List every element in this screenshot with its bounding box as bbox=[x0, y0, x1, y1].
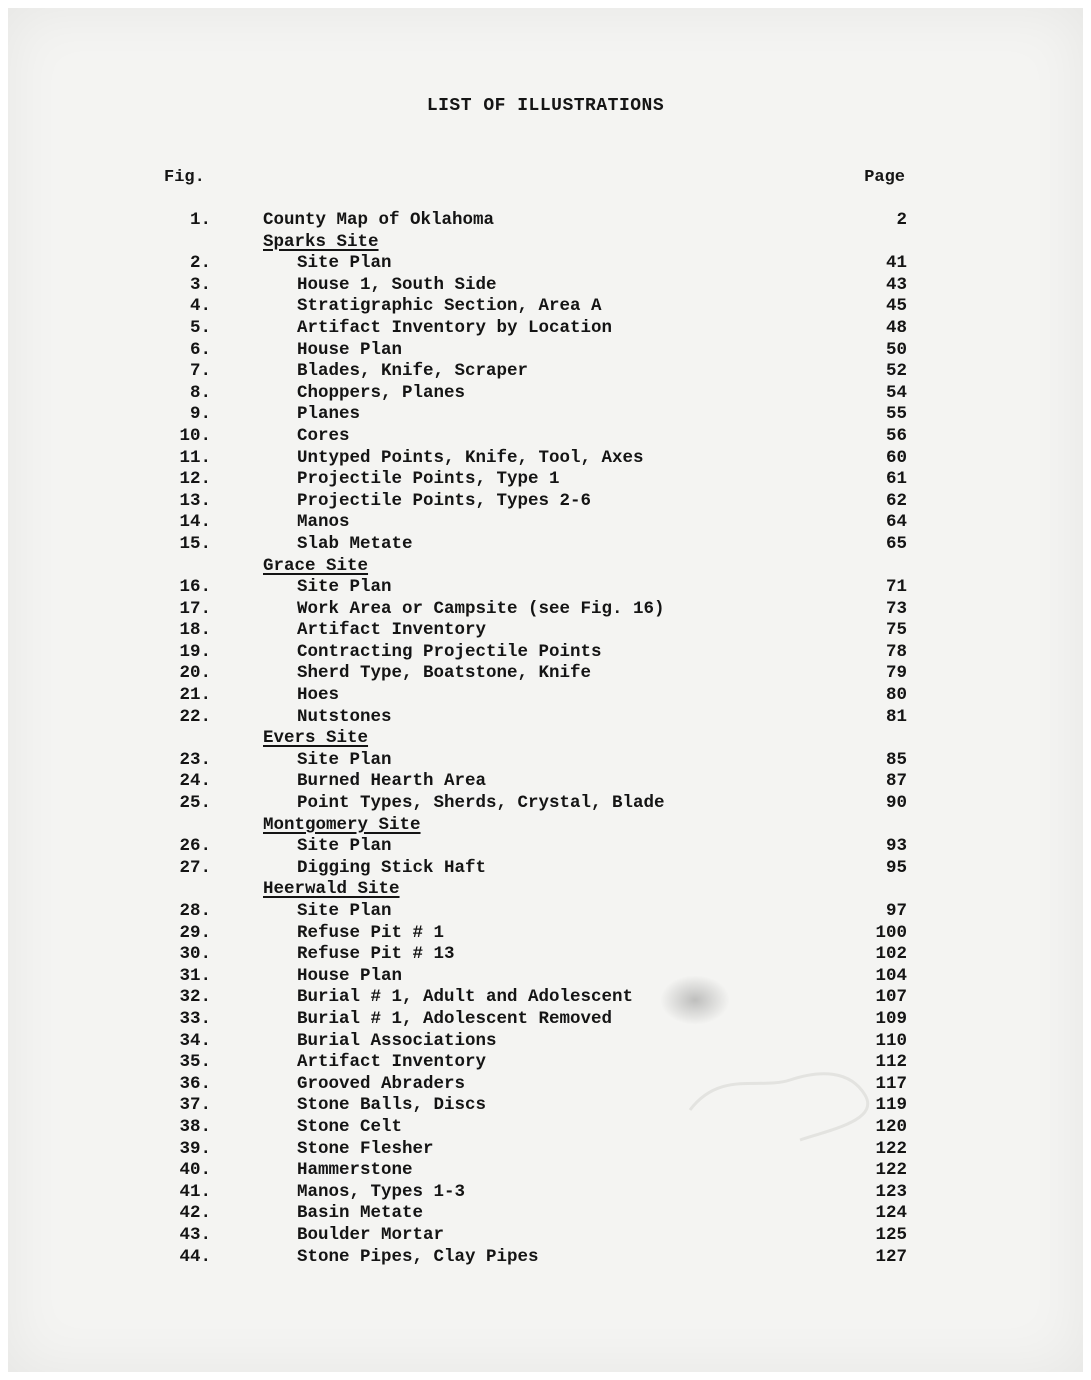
page-number: 41 bbox=[885, 253, 907, 274]
figure-number: 2. bbox=[189, 253, 211, 274]
figure-number: 28. bbox=[179, 901, 211, 921]
figure-number: 6. bbox=[189, 339, 211, 360]
figure-title: Site Plan bbox=[297, 253, 392, 274]
fig-column-header: Fig. bbox=[164, 168, 205, 187]
page-number: 112 bbox=[875, 1052, 907, 1073]
figure-number: 38. bbox=[179, 1116, 211, 1137]
figure-number: 17. bbox=[179, 598, 211, 619]
page-number: 78 bbox=[885, 641, 907, 662]
list-item bbox=[0, 448, 1091, 470]
page-number: 93 bbox=[885, 836, 907, 857]
figure-title: Burned Hearth Area bbox=[297, 771, 487, 792]
section-heading bbox=[0, 556, 1091, 578]
section-title: Heerwald Site bbox=[263, 879, 400, 900]
list-item bbox=[0, 577, 1091, 599]
page-number: 125 bbox=[875, 1224, 907, 1245]
figure-number: 34. bbox=[179, 1030, 211, 1051]
list-item bbox=[0, 707, 1091, 729]
page-number: 100 bbox=[875, 922, 907, 943]
figure-number: 8. bbox=[189, 382, 211, 403]
figure-title: Cores bbox=[297, 425, 350, 446]
figure-title: Artifact Inventory bbox=[297, 1052, 487, 1073]
page-number: 64 bbox=[885, 512, 907, 533]
figure-number: 5. bbox=[189, 317, 211, 338]
section-title: Evers Site bbox=[263, 728, 369, 749]
figure-title: Artifact Inventory by Location bbox=[297, 317, 613, 338]
page-number: 55 bbox=[885, 404, 907, 425]
figure-number: 22. bbox=[179, 706, 211, 727]
page-number: 79 bbox=[885, 663, 907, 684]
figure-title: Boulder Mortar bbox=[297, 1224, 445, 1245]
list-item bbox=[0, 383, 1091, 405]
list-item bbox=[0, 1117, 1091, 1139]
page-number: 60 bbox=[885, 447, 907, 468]
list-item bbox=[0, 771, 1091, 793]
figure-title: Hoes bbox=[297, 685, 340, 706]
figure-number: 41. bbox=[179, 1181, 211, 1202]
figure-number: 23. bbox=[179, 749, 211, 770]
figure-title: Burial # 1, Adult and Adolescent bbox=[297, 987, 634, 1008]
figure-title: Choppers, Planes bbox=[297, 382, 466, 403]
list-item bbox=[0, 469, 1091, 491]
figure-title: County Map of Oklahoma bbox=[263, 210, 495, 230]
figure-number: 33. bbox=[179, 1008, 211, 1029]
figure-title: Site Plan bbox=[297, 577, 392, 598]
page-number: 54 bbox=[885, 382, 907, 403]
figure-number: 25. bbox=[179, 793, 211, 814]
figure-title: Nutstones bbox=[297, 706, 392, 727]
page-number: 120 bbox=[875, 1116, 907, 1137]
list-item bbox=[0, 296, 1091, 318]
page-number: 102 bbox=[875, 944, 907, 965]
list-item bbox=[0, 1182, 1091, 1204]
page-number: 119 bbox=[875, 1095, 907, 1116]
figure-title: House 1, South Side bbox=[297, 274, 497, 295]
page-number: 61 bbox=[885, 469, 907, 490]
list-item bbox=[0, 944, 1091, 966]
figure-number: 44. bbox=[179, 1246, 211, 1267]
list-item bbox=[0, 404, 1091, 426]
page-number: 50 bbox=[885, 339, 907, 360]
page-number: 122 bbox=[875, 1138, 907, 1159]
figure-number: 1. bbox=[189, 210, 211, 230]
figure-title: Site Plan bbox=[297, 836, 392, 857]
page-number: 110 bbox=[875, 1030, 907, 1051]
figure-number: 36. bbox=[179, 1073, 211, 1094]
figure-title: Slab Metate bbox=[297, 533, 413, 554]
page-number: 87 bbox=[885, 771, 907, 792]
list-item bbox=[0, 901, 1091, 923]
figure-number: 21. bbox=[179, 685, 211, 706]
figure-title: Stone Balls, Discs bbox=[297, 1095, 487, 1116]
figure-title: Sherd Type, Boatstone, Knife bbox=[297, 663, 592, 684]
figure-number: 11. bbox=[179, 447, 211, 468]
figure-number: 10. bbox=[179, 425, 211, 446]
list-item bbox=[0, 858, 1091, 880]
list-item bbox=[0, 1203, 1091, 1225]
figure-title: Basin Metate bbox=[297, 1203, 424, 1224]
section-title: Grace Site bbox=[263, 555, 369, 576]
list-item bbox=[0, 620, 1091, 642]
figure-number: 15. bbox=[179, 533, 211, 554]
figure-title: Burial Associations bbox=[297, 1030, 497, 1051]
list-item bbox=[0, 1031, 1091, 1053]
list-item bbox=[0, 642, 1091, 664]
figure-number: 31. bbox=[179, 965, 211, 986]
figure-title: Stone Pipes, Clay Pipes bbox=[297, 1246, 539, 1267]
page-number: 48 bbox=[885, 317, 907, 338]
list-item bbox=[0, 318, 1091, 340]
page-number: 117 bbox=[875, 1073, 907, 1094]
figure-number: 13. bbox=[179, 490, 211, 511]
figure-title: Site Plan bbox=[297, 901, 392, 921]
figure-number: 7. bbox=[189, 361, 211, 382]
page-number: 80 bbox=[885, 685, 907, 706]
page-number: 122 bbox=[875, 1160, 907, 1181]
figure-number: 32. bbox=[179, 987, 211, 1008]
page-number: 75 bbox=[885, 620, 907, 641]
figure-title: Planes bbox=[297, 404, 361, 425]
list-item bbox=[0, 426, 1091, 448]
figure-title: Projectile Points, Types 2-6 bbox=[297, 490, 592, 511]
list-item bbox=[0, 966, 1091, 988]
figure-title: Refuse Pit # 13 bbox=[297, 944, 455, 965]
list-item bbox=[0, 1225, 1091, 1247]
section-heading bbox=[0, 879, 1091, 901]
list-item bbox=[0, 512, 1091, 534]
page-column-header: Page bbox=[864, 168, 905, 187]
figure-number: 3. bbox=[189, 274, 211, 295]
figure-number: 9. bbox=[189, 404, 211, 425]
list-item bbox=[0, 275, 1091, 297]
list-item bbox=[0, 361, 1091, 383]
figure-title: Refuse Pit # 1 bbox=[297, 922, 445, 943]
page-number: 107 bbox=[875, 987, 907, 1008]
page-number: 73 bbox=[885, 598, 907, 619]
section-heading bbox=[0, 232, 1091, 254]
figure-title: Contracting Projectile Points bbox=[297, 641, 602, 662]
figure-title: House Plan bbox=[297, 339, 403, 360]
section-heading bbox=[0, 815, 1091, 837]
list-item bbox=[0, 210, 1091, 232]
list-item bbox=[0, 253, 1091, 275]
figure-title: Hammerstone bbox=[297, 1160, 413, 1181]
figure-number: 20. bbox=[179, 663, 211, 684]
page-title: LIST OF ILLUSTRATIONS bbox=[426, 96, 665, 116]
figure-number: 43. bbox=[179, 1224, 211, 1245]
list-item bbox=[0, 1009, 1091, 1031]
page-number: 104 bbox=[875, 965, 907, 986]
list-item bbox=[0, 1074, 1091, 1096]
section-title: Sparks Site bbox=[263, 231, 379, 252]
page-number: 95 bbox=[885, 857, 907, 878]
page-number: 62 bbox=[885, 490, 907, 511]
list-item bbox=[0, 987, 1091, 1009]
figure-number: 18. bbox=[179, 620, 211, 641]
figure-title: Manos bbox=[297, 512, 350, 533]
page-number: 81 bbox=[885, 706, 907, 727]
figure-number: 16. bbox=[179, 577, 211, 598]
list-item bbox=[0, 685, 1091, 707]
section-title: Montgomery Site bbox=[263, 814, 421, 835]
figure-title: House Plan bbox=[297, 965, 403, 986]
figure-number: 39. bbox=[179, 1138, 211, 1159]
figure-title: Digging Stick Haft bbox=[297, 857, 487, 878]
list-item bbox=[0, 750, 1091, 772]
figure-number: 30. bbox=[179, 944, 211, 965]
page-number: 56 bbox=[885, 425, 907, 446]
figure-number: 29. bbox=[179, 922, 211, 943]
figure-title: Work Area or Campsite (see Fig. 16) bbox=[297, 598, 665, 619]
section-heading bbox=[0, 728, 1091, 750]
figure-number: 4. bbox=[189, 296, 211, 317]
figure-title: Blades, Knife, Scraper bbox=[297, 361, 529, 382]
figure-title: Stone Flesher bbox=[297, 1138, 434, 1159]
list-item bbox=[0, 491, 1091, 513]
list-item bbox=[0, 1139, 1091, 1161]
list-item bbox=[0, 534, 1091, 556]
page-number: 109 bbox=[875, 1008, 907, 1029]
figure-title: Projectile Points, Type 1 bbox=[297, 469, 560, 490]
figure-title: Stone Celt bbox=[297, 1116, 403, 1137]
list-item bbox=[0, 663, 1091, 685]
page-number: 45 bbox=[885, 296, 907, 317]
figure-number: 19. bbox=[179, 641, 211, 662]
illustration-list bbox=[0, 210, 1091, 1268]
figure-title: Point Types, Sherds, Crystal, Blade bbox=[297, 793, 665, 814]
page-number: 71 bbox=[885, 577, 907, 598]
list-item bbox=[0, 923, 1091, 945]
figure-title: Burial # 1, Adolescent Removed bbox=[297, 1008, 613, 1029]
page-number: 97 bbox=[885, 901, 907, 921]
page-number: 124 bbox=[875, 1203, 907, 1224]
page-number: 43 bbox=[885, 274, 907, 295]
list-item bbox=[0, 1160, 1091, 1182]
figure-number: 35. bbox=[179, 1052, 211, 1073]
figure-number: 40. bbox=[179, 1160, 211, 1181]
figure-title: Artifact Inventory bbox=[297, 620, 487, 641]
page-number: 123 bbox=[875, 1181, 907, 1202]
figure-number: 12. bbox=[179, 469, 211, 490]
figure-title: Stratigraphic Section, Area A bbox=[297, 296, 602, 317]
figure-number: 37. bbox=[179, 1095, 211, 1116]
figure-title: Untyped Points, Knife, Tool, Axes bbox=[297, 447, 644, 468]
list-item bbox=[0, 836, 1091, 858]
figure-number: 27. bbox=[179, 857, 211, 878]
page-number: 127 bbox=[875, 1246, 907, 1267]
page-number: 65 bbox=[885, 533, 907, 554]
list-item bbox=[0, 1095, 1091, 1117]
list-item bbox=[0, 1052, 1091, 1074]
page-number: 85 bbox=[885, 749, 907, 770]
figure-number: 14. bbox=[179, 512, 211, 533]
list-item bbox=[0, 793, 1091, 815]
figure-title: Grooved Abraders bbox=[297, 1073, 466, 1094]
figure-title: Site Plan bbox=[297, 749, 392, 770]
list-item bbox=[0, 599, 1091, 621]
list-item bbox=[0, 340, 1091, 362]
figure-number: 24. bbox=[179, 771, 211, 792]
figure-title: Manos, Types 1-3 bbox=[297, 1181, 466, 1202]
figure-number: 42. bbox=[179, 1203, 211, 1224]
page-number: 2 bbox=[896, 210, 907, 230]
page-number: 52 bbox=[885, 361, 907, 382]
figure-number: 26. bbox=[179, 836, 211, 857]
list-item bbox=[0, 1247, 1091, 1269]
page-number: 90 bbox=[885, 793, 907, 814]
